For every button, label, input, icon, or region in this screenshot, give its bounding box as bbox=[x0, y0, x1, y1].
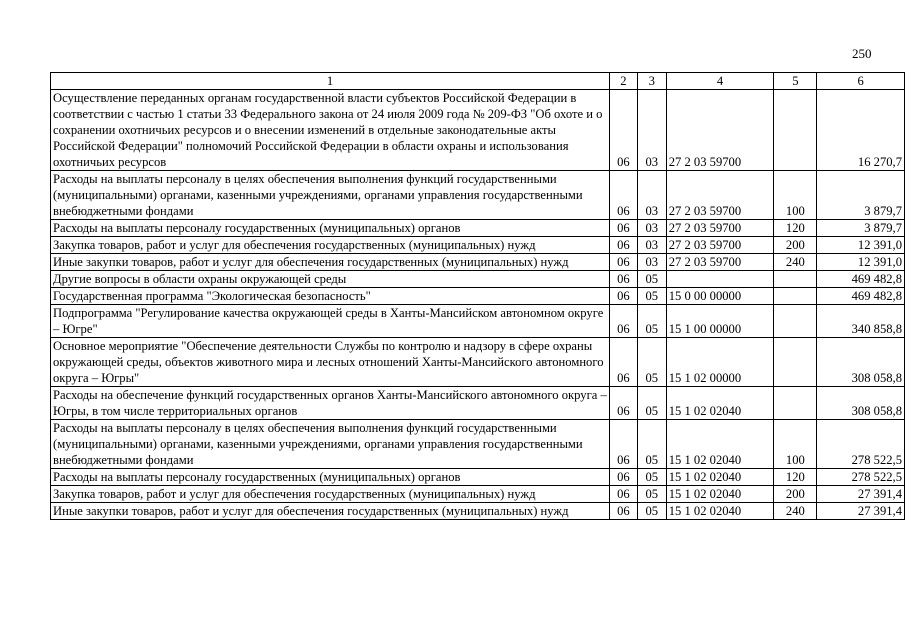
row-target-article: 15 1 02 02040 bbox=[666, 420, 774, 469]
table-row bbox=[51, 503, 905, 520]
row-amount: 308 058,8 bbox=[817, 387, 905, 420]
budget-table bbox=[50, 72, 905, 520]
row-amount: 469 482,8 bbox=[817, 271, 905, 288]
row-subsection: 05 bbox=[637, 420, 666, 469]
row-target-article bbox=[666, 271, 774, 288]
row-section: 06 bbox=[609, 387, 637, 420]
row-name: Расходы на выплаты персоналу государственных (муниципальных) органов bbox=[51, 220, 610, 237]
table-row bbox=[51, 288, 905, 305]
table-body bbox=[51, 90, 905, 520]
row-section: 06 bbox=[609, 254, 637, 271]
table-row bbox=[51, 254, 905, 271]
row-subsection: 03 bbox=[637, 220, 666, 237]
row-target-article: 15 1 02 02040 bbox=[666, 387, 774, 420]
table-header-row bbox=[51, 73, 905, 90]
row-section: 06 bbox=[609, 420, 637, 469]
table-row bbox=[51, 486, 905, 503]
row-target-article: 27 2 03 59700 bbox=[666, 220, 774, 237]
row-section: 06 bbox=[609, 305, 637, 338]
row-name: Расходы на выплаты персоналу государственных (муниципальных) органов bbox=[51, 469, 610, 486]
column-header-name: 1 bbox=[51, 73, 610, 90]
row-subsection: 03 bbox=[637, 237, 666, 254]
page-number: 250 bbox=[852, 46, 872, 61]
row-target-article: 15 1 02 02040 bbox=[666, 486, 774, 503]
row-target-article: 15 1 02 02040 bbox=[666, 503, 774, 520]
row-amount: 308 058,8 bbox=[817, 338, 905, 387]
row-subsection: 05 bbox=[637, 271, 666, 288]
row-subsection: 05 bbox=[637, 503, 666, 520]
row-expense-type bbox=[774, 288, 817, 305]
table-row bbox=[51, 237, 905, 254]
table-row bbox=[51, 338, 905, 387]
row-expense-type: 240 bbox=[774, 503, 817, 520]
row-name: Государственная программа "Экологическая безопасность" bbox=[51, 288, 610, 305]
row-expense-type bbox=[774, 305, 817, 338]
row-section: 06 bbox=[609, 271, 637, 288]
row-target-article: 27 2 03 59700 bbox=[666, 90, 774, 171]
row-target-article: 15 1 02 02040 bbox=[666, 469, 774, 486]
row-name: Иные закупки товаров, работ и услуг для обеспечения государственных (муниципальных) нужд bbox=[51, 254, 610, 271]
row-subsection: 03 bbox=[637, 171, 666, 220]
row-section: 06 bbox=[609, 90, 637, 171]
row-subsection: 03 bbox=[637, 90, 666, 171]
row-amount: 27 391,4 bbox=[817, 503, 905, 520]
row-amount: 3 879,7 bbox=[817, 171, 905, 220]
row-name: Расходы на выплаты персоналу в целях обеспечения выполнения функций государственными (муниципальными) органами, казенными учреждениями, органами управления государственными внебюджетными фондами bbox=[51, 171, 610, 220]
row-target-article: 15 1 00 00000 bbox=[666, 305, 774, 338]
row-section: 06 bbox=[609, 338, 637, 387]
table-row bbox=[51, 271, 905, 288]
row-name: Иные закупки товаров, работ и услуг для обеспечения государственных (муниципальных) нужд bbox=[51, 503, 610, 520]
row-name: Расходы на обеспечение функций государственных органов Ханты-Мансийского автономного округа – Югры, в том числе территориальных органов bbox=[51, 387, 610, 420]
row-section: 06 bbox=[609, 237, 637, 254]
row-section: 06 bbox=[609, 220, 637, 237]
row-amount: 278 522,5 bbox=[817, 420, 905, 469]
row-expense-type: 100 bbox=[774, 171, 817, 220]
row-section: 06 bbox=[609, 503, 637, 520]
row-expense-type bbox=[774, 338, 817, 387]
row-expense-type: 200 bbox=[774, 486, 817, 503]
row-expense-type: 200 bbox=[774, 237, 817, 254]
row-section: 06 bbox=[609, 469, 637, 486]
row-expense-type bbox=[774, 387, 817, 420]
column-header-subsection: 3 bbox=[637, 73, 666, 90]
row-name: Закупка товаров, работ и услуг для обеспечения государственных (муниципальных) нужд bbox=[51, 237, 610, 254]
row-target-article: 27 2 03 59700 bbox=[666, 171, 774, 220]
row-expense-type: 240 bbox=[774, 254, 817, 271]
column-header-section: 2 bbox=[609, 73, 637, 90]
row-subsection: 05 bbox=[637, 288, 666, 305]
row-target-article: 27 2 03 59700 bbox=[666, 254, 774, 271]
row-target-article: 15 1 02 00000 bbox=[666, 338, 774, 387]
column-header-expense-type: 5 bbox=[774, 73, 817, 90]
column-header-amount: 6 bbox=[817, 73, 905, 90]
row-expense-type: 100 bbox=[774, 420, 817, 469]
column-header-target-article: 4 bbox=[666, 73, 774, 90]
row-amount: 340 858,8 bbox=[817, 305, 905, 338]
row-expense-type bbox=[774, 271, 817, 288]
table-row bbox=[51, 220, 905, 237]
row-amount: 27 391,4 bbox=[817, 486, 905, 503]
row-name: Подпрограмма "Регулирование качества окружающей среды в Ханты-Мансийском автономном округе – Югре" bbox=[51, 305, 610, 338]
table-row bbox=[51, 420, 905, 469]
row-name: Основное мероприятие "Обеспечение деятельности Службы по контролю и надзору в сфере охраны окружающей среды, объектов животного мира и лесных отношений Ханты-Мансийского автономного округа – Югры" bbox=[51, 338, 610, 387]
row-section: 06 bbox=[609, 486, 637, 503]
row-amount: 12 391,0 bbox=[817, 237, 905, 254]
table-row bbox=[51, 387, 905, 420]
row-target-article: 15 0 00 00000 bbox=[666, 288, 774, 305]
row-section: 06 bbox=[609, 288, 637, 305]
row-subsection: 05 bbox=[637, 305, 666, 338]
row-subsection: 03 bbox=[637, 254, 666, 271]
table-row bbox=[51, 171, 905, 220]
row-name: Расходы на выплаты персоналу в целях обеспечения выполнения функций государственными (муниципальными) органами, казенными учреждениями, органами управления государственными внебюджетными фондами bbox=[51, 420, 610, 469]
row-name: Осуществление переданных органам государственной власти субъектов Российской Федерации в соответствии с частью 1 статьи 33 Федерального закона от 24 июля 2009 года № 209-ФЗ "Об охоте и о сохранении охотничьих ресурсов и о внесении изменений в отдельные законодательные акты Российской Федерации" полномочий Российской Федерации в области охраны и использования охотничьих ресурсов bbox=[51, 90, 610, 171]
row-expense-type: 120 bbox=[774, 469, 817, 486]
table-row bbox=[51, 305, 905, 338]
row-subsection: 05 bbox=[637, 469, 666, 486]
row-expense-type bbox=[774, 90, 817, 171]
row-amount: 16 270,7 bbox=[817, 90, 905, 171]
row-subsection: 05 bbox=[637, 387, 666, 420]
row-amount: 469 482,8 bbox=[817, 288, 905, 305]
row-subsection: 05 bbox=[637, 338, 666, 387]
row-name: Другие вопросы в области охраны окружающей среды bbox=[51, 271, 610, 288]
row-subsection: 05 bbox=[637, 486, 666, 503]
row-name: Закупка товаров, работ и услуг для обеспечения государственных (муниципальных) нужд bbox=[51, 486, 610, 503]
row-target-article: 27 2 03 59700 bbox=[666, 237, 774, 254]
row-amount: 12 391,0 bbox=[817, 254, 905, 271]
row-amount: 3 879,7 bbox=[817, 220, 905, 237]
row-amount: 278 522,5 bbox=[817, 469, 905, 486]
table-row bbox=[51, 90, 905, 171]
row-expense-type: 120 bbox=[774, 220, 817, 237]
row-section: 06 bbox=[609, 171, 637, 220]
table-row bbox=[51, 469, 905, 486]
